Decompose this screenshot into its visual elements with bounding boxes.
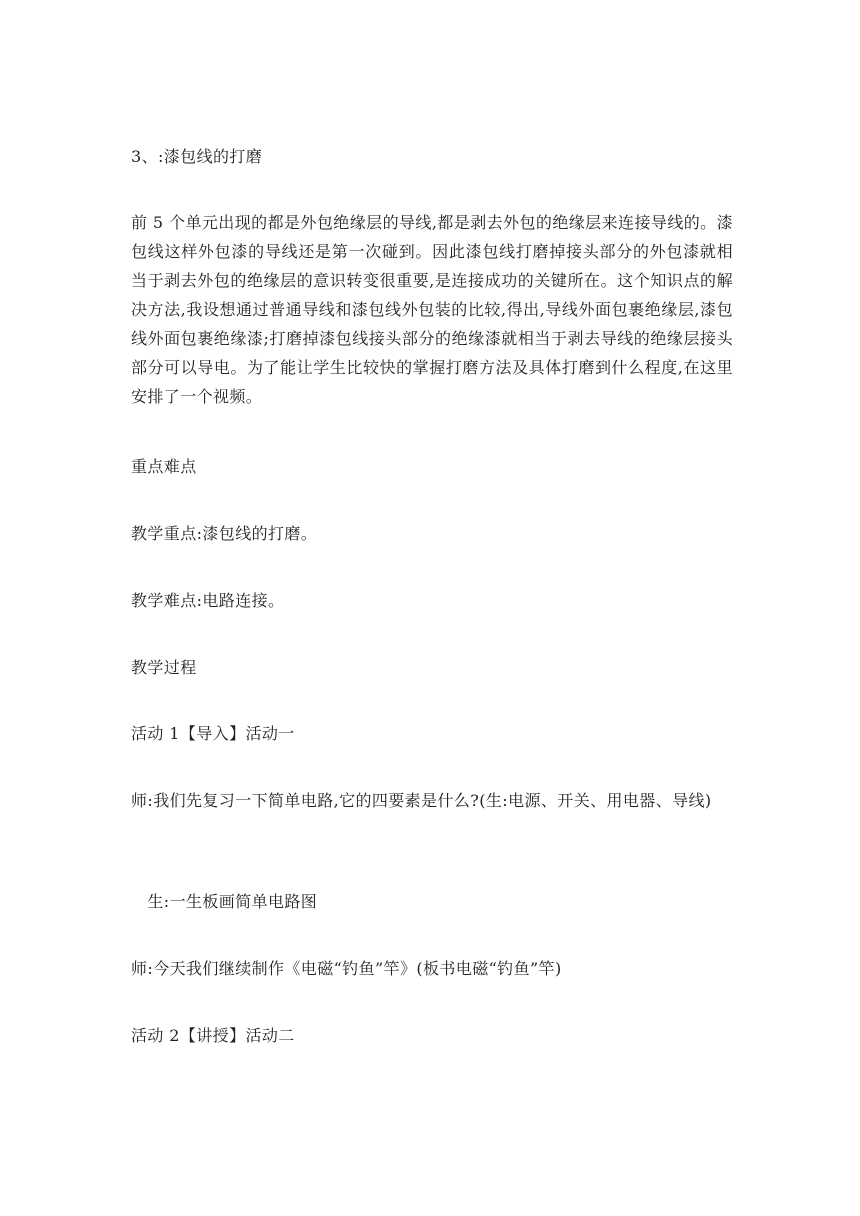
teaching-key-point: 教学重点:漆包线的打磨。	[131, 524, 318, 543]
activity-1-heading: 活动 1【导入】活动一	[131, 724, 295, 743]
student-draws-circuit: 生:一生板画简单电路图	[131, 892, 318, 911]
activity-2-heading: 活动 2【讲授】活动二	[131, 1026, 295, 1045]
section-heading-sanding: 3、:漆包线的打磨	[131, 147, 263, 166]
body-paragraph-sanding: 前 5 个单元出现的都是外包绝缘层的导线,都是剥去外包的绝缘层来连接导线的。漆包线这样外包漆的导线还是第一次碰到。因此漆包线打磨掉接头部分的外包漆就相当于剥去外包的绝缘层的意识转变很重要,是连接成功的关键所在。这个知识点的解决方法,我设想通过普通导线和漆包线外包装的比较,得出,导线外面包裹绝缘层,漆包线外面包裹绝缘漆;打磨掉漆包线接头部分的绝缘漆就相当于剥去导线的绝缘层接头部分可以导电。为了能让学生比较快的掌握打磨方法及具体打磨到什么程度,在这里安排了一个视频。	[131, 213, 733, 406]
teaching-difficult-point: 教学难点:电路连接。	[131, 591, 285, 610]
heading-teaching-process: 教学过程	[131, 658, 197, 677]
teacher-review-question: 师:我们先复习一下简单电路,它的四要素是什么?(生:电源、开关、用电器、导线)	[131, 791, 712, 810]
teacher-today-task: 师:今天我们继续制作《电磁“钓鱼”竿》(板书电磁“钓鱼”竿)	[131, 959, 562, 978]
heading-key-difficult-points: 重点难点	[131, 457, 197, 476]
